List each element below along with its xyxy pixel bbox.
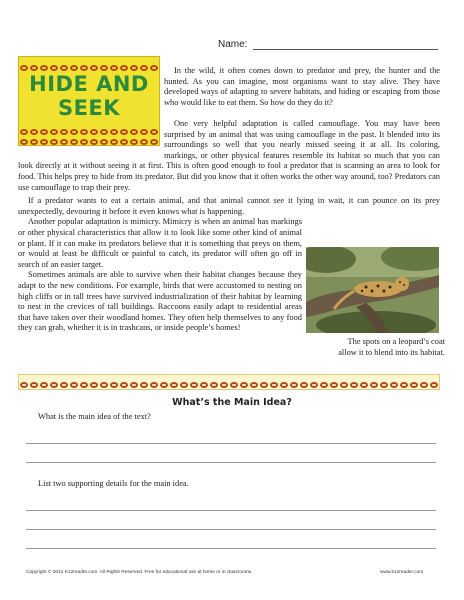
answer-line-2[interactable] bbox=[26, 462, 436, 463]
swirl-ornament bbox=[170, 382, 178, 388]
swirl-ornament bbox=[130, 382, 138, 388]
photo-caption-line-1: The spots on a leopard’s coat bbox=[347, 337, 445, 346]
swirl-ornament bbox=[50, 382, 58, 388]
swirl-ornament bbox=[370, 382, 378, 388]
swirl-ornament bbox=[290, 382, 298, 388]
swirl-ornament bbox=[320, 382, 328, 388]
swirl-ornament bbox=[330, 382, 338, 388]
leopard-photo bbox=[306, 247, 439, 333]
swirl-ornament bbox=[340, 382, 348, 388]
swirl-ornament bbox=[200, 382, 208, 388]
swirl-ornament bbox=[280, 382, 288, 388]
paragraph-2-text: One very helpful adaptation is called camouflage. You may have been surprised by an animal that was using camouflage in the past. It blended into its surroundings so well that you nearly missed seeing it at all. Its coloring, markings, or other physical features resemble its habitat so much that you can look directly at it without seeing it at first. This is often good enough to fool a predator that is scanning an area to look for food. This helps prey to hide from its predator. But did you know that it often works the other way around, too? Predators can use camouflage to trap their prey. bbox=[18, 119, 440, 192]
swirl-ornament bbox=[100, 65, 108, 71]
swirl-ornament bbox=[190, 382, 198, 388]
swirl-ornament bbox=[110, 382, 118, 388]
swirl-ornament bbox=[420, 382, 428, 388]
swirl-ornament bbox=[250, 382, 258, 388]
swirl-ornament bbox=[140, 65, 148, 71]
swirl-ornament bbox=[60, 65, 68, 71]
swirl-pattern-divider bbox=[19, 376, 439, 388]
swirl-ornament bbox=[410, 382, 418, 388]
swirl-ornament bbox=[90, 65, 98, 71]
swirl-ornament bbox=[120, 382, 128, 388]
swirl-ornament bbox=[150, 382, 158, 388]
paragraph-4-text: Another popular adaptation is mimicry. Mimicry is when an animal has markings or other physical characteristics that allow it to look like some other kind of animal or plant. If it can make its predators believe that it is something that preys on them, or would at least be difficult or painful to catch, its predator will often go off in search of an easier target. bbox=[18, 217, 302, 269]
swirl-ornament bbox=[120, 65, 128, 71]
swirl-ornament bbox=[70, 65, 78, 71]
answer-line-5[interactable] bbox=[26, 548, 436, 549]
swirl-ornament bbox=[20, 65, 28, 71]
name-field-line[interactable] bbox=[253, 40, 438, 50]
swirl-ornament bbox=[60, 382, 68, 388]
swirl-ornament bbox=[400, 382, 408, 388]
swirl-ornament bbox=[260, 382, 268, 388]
swirl-ornament bbox=[30, 65, 38, 71]
answer-line-1[interactable] bbox=[26, 443, 436, 444]
swirl-ornament bbox=[80, 65, 88, 71]
swirl-ornament bbox=[180, 382, 188, 388]
decorative-divider bbox=[18, 374, 440, 390]
swirl-ornament bbox=[240, 382, 248, 388]
swirl-ornament bbox=[150, 65, 158, 71]
swirl-ornament bbox=[50, 65, 58, 71]
swirl-pattern-top bbox=[19, 59, 159, 71]
swirl-ornament bbox=[40, 382, 48, 388]
section-title: What’s the Main Idea? bbox=[172, 397, 292, 408]
swirl-ornament bbox=[350, 382, 358, 388]
website-link[interactable]: www.k12reader.com bbox=[380, 570, 424, 575]
paragraph-1 bbox=[164, 66, 440, 108]
answer-line-3[interactable] bbox=[26, 510, 436, 511]
name-row bbox=[218, 39, 438, 50]
copyright-text: Copyright © 2012 K12reader.com. All Rights Reserved. Free for educational use at home or in classrooms. bbox=[26, 570, 253, 575]
swirl-ornament bbox=[90, 382, 98, 388]
swirl-ornament bbox=[130, 65, 138, 71]
swirl-ornament bbox=[160, 382, 168, 388]
question-2: List two supporting details for the main idea. bbox=[38, 479, 189, 488]
title-line-1: HIDE AND bbox=[29, 72, 149, 96]
swirl-ornament bbox=[40, 65, 48, 71]
swirl-ornament bbox=[30, 382, 38, 388]
name-label: Name: bbox=[218, 39, 248, 50]
swirl-ornament bbox=[140, 382, 148, 388]
swirl-ornament bbox=[110, 65, 118, 71]
swirl-ornament bbox=[20, 382, 28, 388]
title-line-2: SEEK bbox=[57, 96, 121, 120]
swirl-ornament bbox=[430, 382, 438, 388]
swirl-ornament bbox=[270, 382, 278, 388]
photo-caption bbox=[300, 337, 445, 358]
paragraph-1-text: In the wild, it often comes down to predator and prey, the hunter and the hunted. As you can imagine, most organisms want to stay alive. They have developed ways of adapting to severe habitats, and hiding or escaping from those who would like to eat them. So how do they do it? bbox=[164, 66, 440, 107]
swirl-ornament bbox=[360, 382, 368, 388]
leopard-image bbox=[306, 247, 439, 333]
swirl-ornament bbox=[210, 382, 218, 388]
swirl-ornament bbox=[80, 382, 88, 388]
paragraph-3-text: If a predator wants to eat a certain animal, and that animal cannot see it lying in wait, it can pounce on its prey unexpectedly, devouring it before it even knows what is happening. bbox=[18, 196, 440, 216]
swirl-ornament bbox=[300, 382, 308, 388]
answer-line-4[interactable] bbox=[26, 529, 436, 530]
question-1: What is the main idea of the text? bbox=[38, 412, 151, 421]
photo-caption-line-2: allow it to blend into its habitat. bbox=[338, 347, 445, 357]
paragraph-5-text: Sometimes animals are able to survive when their habitat changes because they adapt to the new conditions. For example, birds that were accustomed to nesting on high cliffs or in tall trees have survived industrialization of their habitat by learning to nest in the crevices of tall buildings. Raccoons easily adapt to residential areas that have taken over their woodland homes. They often help themselves to any food they can grab, whether it is in trashcans, or inside people’s homes! bbox=[18, 270, 302, 333]
swirl-ornament bbox=[230, 382, 238, 388]
swirl-ornament bbox=[70, 382, 78, 388]
swirl-ornament bbox=[310, 382, 318, 388]
swirl-ornament bbox=[380, 382, 388, 388]
swirl-ornament bbox=[390, 382, 398, 388]
swirl-ornament bbox=[100, 382, 108, 388]
title-wrap-spacer bbox=[18, 119, 164, 151]
swirl-ornament bbox=[220, 382, 228, 388]
